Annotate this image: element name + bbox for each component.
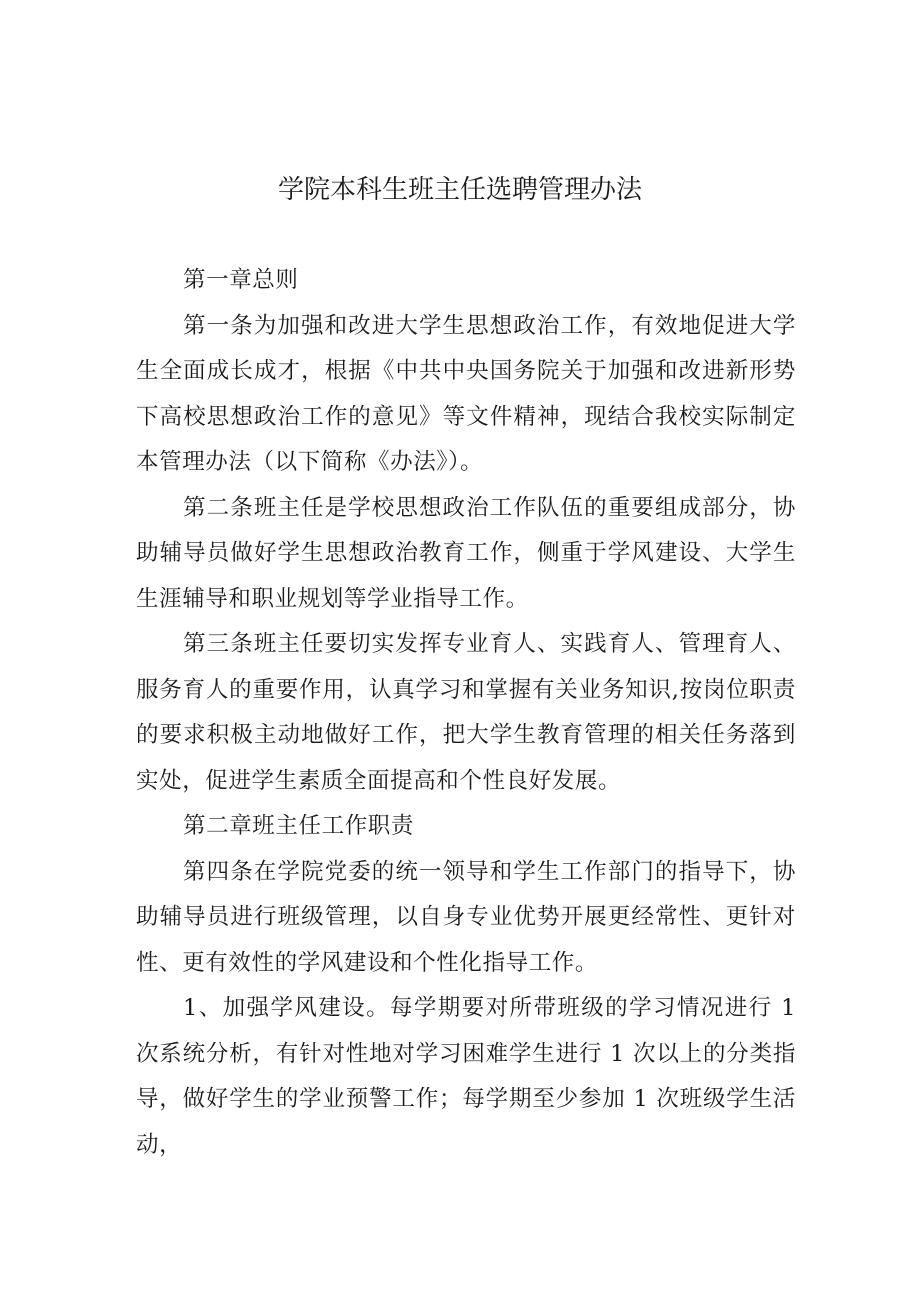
article-paragraph: 第二条班主任是学校思想政治工作队伍的重要组成部分，协助辅导员做好学生思想政治教育工作，侧重于学风建设、大学生生涯辅导和职业规划等学业指导工作。 [136, 494, 796, 612]
list-item-paragraph: 1、加强学风建设。每学期要对所带班级的学习情况进行 1 次系统分析，有针对性地对学习困难学生进行 1 次以上的分类指导，做好学生的学业预警工作；每学期至少参加 1 次班级学生活动， [136, 995, 796, 1158]
article-paragraph: 第三条班主任要切实发挥专业育人、实践育人、管理育人、服务育人的重要作用，认真学习和掌握有关业务知识,按岗位职责的要求积极主动地做好工作，把大学生教育管理的相关任务落到实处，促进学生素质全面提高和个性良好发展。 [136, 631, 796, 794]
document-body [136, 258, 796, 1168]
document-title: 学院本科生班主任选聘管理办法 [277, 175, 642, 205]
article-paragraph: 第一条为加强和改进大学生思想政治工作，有效地促进大学生全面成长成才，根据《中共中央国务院关于加强和改进新形势下高校思想政治工作的意见》等文件精神，现结合我校实际制定本管理办法（以下简称《办法》）。 [136, 312, 796, 475]
chapter-heading: 第二章班主任工作职责 [183, 813, 415, 839]
chapter-heading: 第一章总则 [183, 267, 299, 293]
article-paragraph: 第四条在学院党委的统一领导和学生工作部门的指导下，协助辅导员进行班级管理，以自身专业优势开展更经常性、更针对性、更有效性的学风建设和个性化指导工作。 [136, 858, 796, 976]
